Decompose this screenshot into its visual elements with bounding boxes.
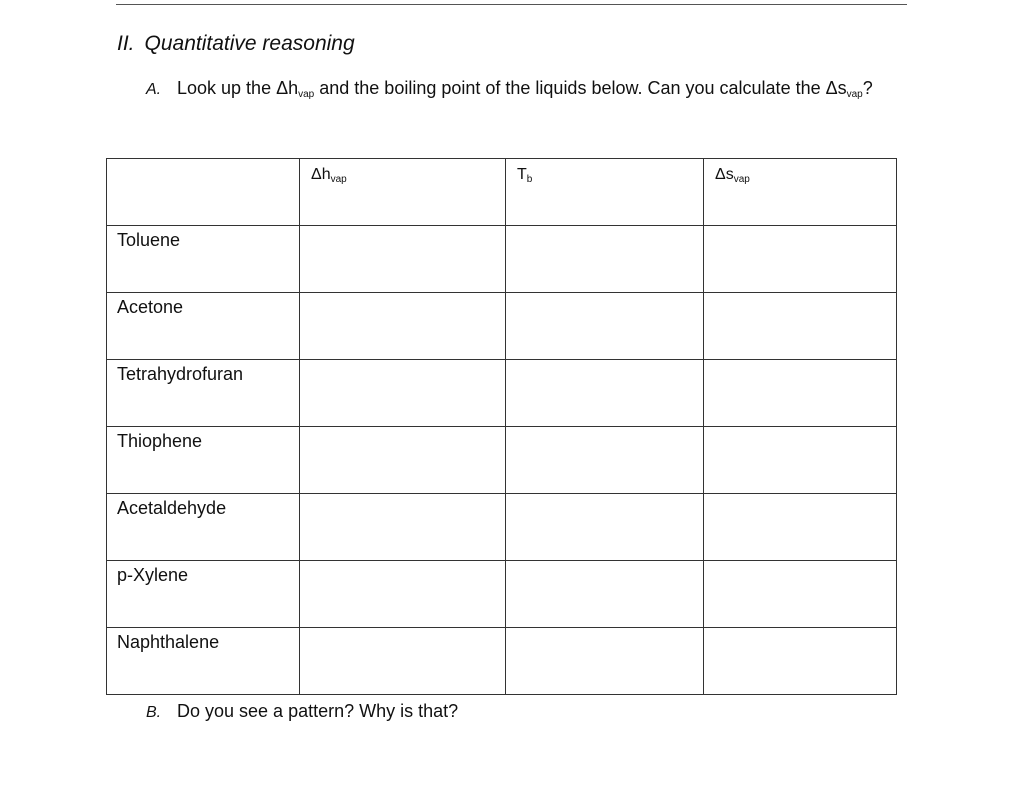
liquid-name: Acetone <box>117 297 184 317</box>
header-entropy-subscript: vap <box>733 174 750 185</box>
liquid-name-cell <box>107 494 300 561</box>
liquid-name: Acetaldehyde <box>117 498 227 518</box>
boiling-point-answer-cell[interactable] <box>506 494 704 561</box>
enthalpy-answer-cell[interactable] <box>300 628 506 695</box>
boiling-point-answer-cell[interactable] <box>506 427 704 494</box>
enthalpy-answer-cell[interactable] <box>300 226 506 293</box>
entropy-answer-cell[interactable] <box>704 293 897 360</box>
header-cell-entropy <box>704 159 897 226</box>
entropy-answer-cell[interactable] <box>704 628 897 695</box>
boiling-point-answer-cell[interactable] <box>506 226 704 293</box>
question-a-subscript-2: vap <box>846 89 863 100</box>
entropy-answer-cell[interactable] <box>704 226 897 293</box>
liquid-name-cell <box>107 427 300 494</box>
table-header-row <box>107 159 897 226</box>
table-row <box>107 293 897 360</box>
entropy-answer-cell[interactable] <box>704 360 897 427</box>
question-a <box>146 78 873 100</box>
top-divider <box>116 4 907 5</box>
table-row <box>107 494 897 561</box>
liquid-name: Thiophene <box>117 431 203 451</box>
question-b <box>146 701 458 722</box>
header-entropy-symbol: Δs <box>715 166 734 183</box>
enthalpy-answer-cell[interactable] <box>300 360 506 427</box>
table-row <box>107 561 897 628</box>
section-title-text: Quantitative reasoning <box>144 32 355 55</box>
liquid-name: p-Xylene <box>117 565 189 585</box>
liquid-name-cell <box>107 561 300 628</box>
enthalpy-answer-cell[interactable] <box>300 293 506 360</box>
liquid-name: Tetrahydrofuran <box>117 364 244 384</box>
boiling-point-answer-cell[interactable] <box>506 628 704 695</box>
liquid-name: Naphthalene <box>117 632 220 652</box>
table-row <box>107 628 897 695</box>
liquid-name-cell <box>107 226 300 293</box>
question-a-text-part-1: Look up the Δh <box>177 78 299 98</box>
header-enthalpy-subscript: vap <box>330 174 347 185</box>
liquid-name-cell <box>107 628 300 695</box>
entropy-answer-cell[interactable] <box>704 561 897 628</box>
question-a-text-part-2: and the boiling point of the liquids below. Can you calculate the Δs <box>314 78 847 98</box>
liquid-name-cell <box>107 293 300 360</box>
enthalpy-answer-cell[interactable] <box>300 494 506 561</box>
liquid-name-cell <box>107 360 300 427</box>
header-enthalpy-symbol: Δh <box>311 166 331 183</box>
header-boiling-symbol: T <box>517 166 527 183</box>
section-heading <box>117 32 355 56</box>
boiling-point-answer-cell[interactable] <box>506 561 704 628</box>
question-b-text: Do you see a pattern? Why is that? <box>177 701 459 721</box>
section-number: II. <box>117 32 135 55</box>
header-cell-boiling-point <box>506 159 704 226</box>
header-cell-enthalpy <box>300 159 506 226</box>
enthalpy-answer-cell[interactable] <box>300 427 506 494</box>
table-row <box>107 360 897 427</box>
entropy-answer-cell[interactable] <box>704 494 897 561</box>
question-a-text-part-3: ? <box>862 78 873 98</box>
question-a-subscript-1: vap <box>298 89 315 100</box>
header-cell-empty <box>107 159 300 226</box>
table-row <box>107 226 897 293</box>
question-a-marker: A. <box>146 81 162 98</box>
entropy-answer-cell[interactable] <box>704 427 897 494</box>
liquids-table <box>106 158 897 695</box>
enthalpy-answer-cell[interactable] <box>300 561 506 628</box>
boiling-point-answer-cell[interactable] <box>506 360 704 427</box>
liquid-name: Toluene <box>117 230 181 250</box>
boiling-point-answer-cell[interactable] <box>506 293 704 360</box>
question-b-marker: B. <box>146 704 162 721</box>
table-row <box>107 427 897 494</box>
header-boiling-subscript: b <box>526 174 533 185</box>
